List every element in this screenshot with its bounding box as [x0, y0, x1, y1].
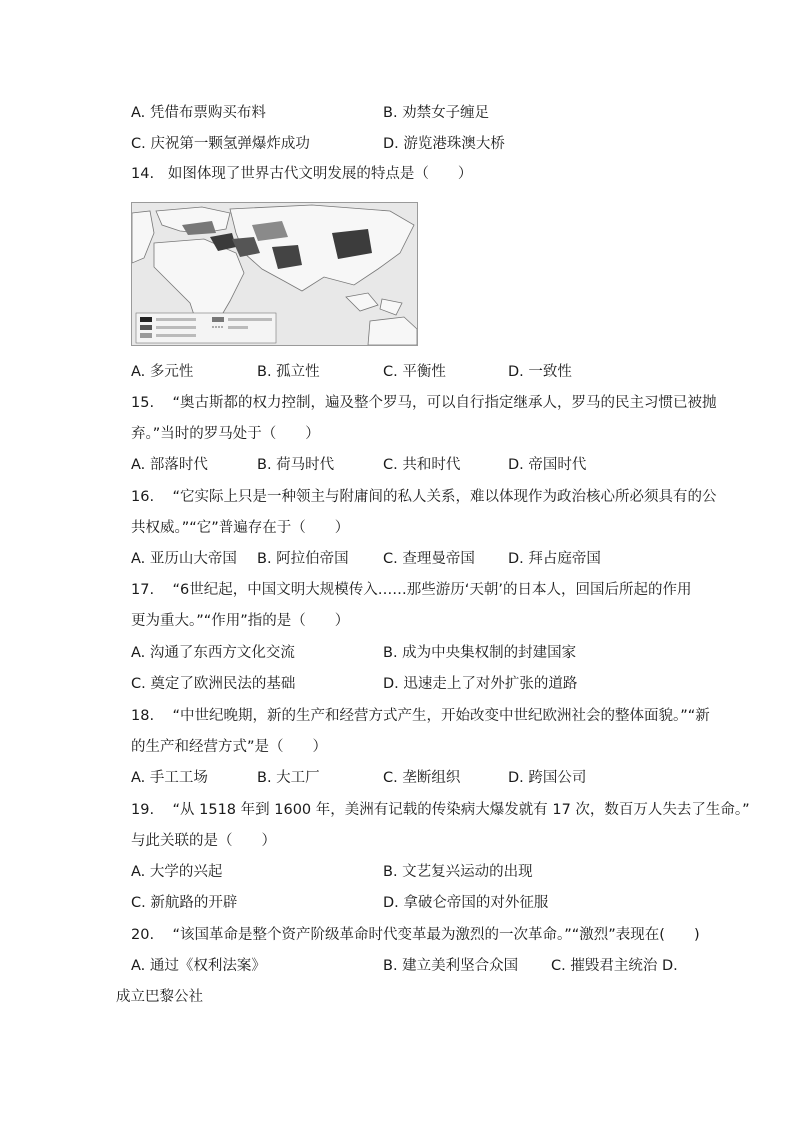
q15-stem-line-2: 弃。”当时的罗马处于（ ）	[131, 426, 320, 442]
q20-option-d-text: 成立巴黎公社	[116, 989, 203, 1005]
q19-option-d: D. 拿破仑帝国的对外征服	[383, 895, 549, 911]
q14-option-d: D. 一致性	[508, 364, 572, 380]
q18-option-c: C. 垄断组织	[383, 770, 461, 786]
q16-stem-line-1: 16. “它实际上只是一种领主与附庸间的私人关系，难以体现作为政治核心所必须具有的公	[131, 489, 717, 505]
q17-option-c: C. 奠定了欧洲民法的基础	[131, 676, 296, 692]
q13-option-c: C. 庆祝第一颗氢弹爆炸成功	[131, 136, 310, 152]
q14-stem: 14. 如图体现了世界古代文明发展的特点是（ ）	[131, 166, 473, 182]
q14-option-b: B. 孤立性	[257, 364, 320, 380]
q15-option-a: A. 部落时代	[131, 457, 208, 473]
q16-option-d: D. 拜占庭帝国	[508, 551, 601, 567]
q20-option-b: B. 建立美利坚合众国	[383, 958, 519, 974]
q15-stem-line-1: 15. “奥古斯都的权力控制，遍及整个罗马，可以自行指定继承人，罗马的民主习惯已被抛	[131, 395, 717, 411]
q13-option-a: A. 凭借布票购买布料	[131, 105, 266, 121]
q20-option-c: C. 摧毁君主统治	[551, 958, 658, 974]
q19-stem-line-2: 与此关联的是（ ）	[131, 833, 276, 849]
q18-option-a: A. 手工工场	[131, 770, 208, 786]
q16-option-b: B. 阿拉伯帝国	[257, 551, 349, 567]
q18-stem-line-1: 18. “中世纪晚期，新的生产和经营方式产生，开始改变中世纪欧洲社会的整体面貌。”“新	[131, 708, 710, 724]
q17-stem-line-2: 更为重大。”“作用”指的是（ ）	[131, 613, 350, 629]
q16-option-c: C. 查理曼帝国	[383, 551, 475, 567]
q13-option-d: D. 游览港珠澳大桥	[383, 136, 505, 152]
q17-option-a: A. 沟通了东西方文化交流	[131, 645, 295, 661]
q17-option-b: B. 成为中央集权制的封建国家	[383, 645, 577, 661]
q14-option-a: A. 多元性	[131, 364, 194, 380]
q19-option-c: C. 新航路的开辟	[131, 895, 238, 911]
q15-option-c: C. 共和时代	[383, 457, 461, 473]
q20-stem: 20. “该国革命是整个资产阶级革命时代变革最为激烈的一次革命。”“激烈”表现在( )	[131, 927, 700, 943]
q16-stem-line-2: 共权威。”“它”普遍存在于（ ）	[131, 520, 350, 536]
q18-option-d: D. 跨国公司	[508, 770, 587, 786]
q20-option-d-label: D.	[662, 958, 678, 974]
q18-stem-line-2: 的生产和经营方式”是（ ）	[131, 739, 328, 755]
q17-stem-line-1: 17. “6世纪起，中国文明大规模传入……那些游历‘天朝’的日本人，回国后所起的作用	[131, 582, 692, 598]
q19-option-a: A. 大学的兴起	[131, 864, 223, 880]
q14-option-c: C. 平衡性	[383, 364, 446, 380]
q15-option-d: D. 帝国时代	[508, 457, 587, 473]
q15-option-b: B. 荷马时代	[257, 457, 335, 473]
q20-option-a: A. 通过《权利法案》	[131, 958, 266, 974]
q19-option-b: B. 文艺复兴运动的出现	[383, 864, 533, 880]
q17-option-d: D. 迅速走上了对外扩张的道路	[383, 676, 578, 692]
world-civilization-map	[131, 202, 418, 346]
q16-option-a: A. 亚历山大帝国	[131, 551, 237, 567]
q18-option-b: B. 大工厂	[257, 770, 320, 786]
q13-option-b: B. 劝禁女子缠足	[383, 105, 490, 121]
q19-stem-line-1: 19. “从 1518 年到 1600 年，美洲有记载的传染病大爆发就有 17 次，数百万人失去了生命。”	[131, 802, 750, 818]
